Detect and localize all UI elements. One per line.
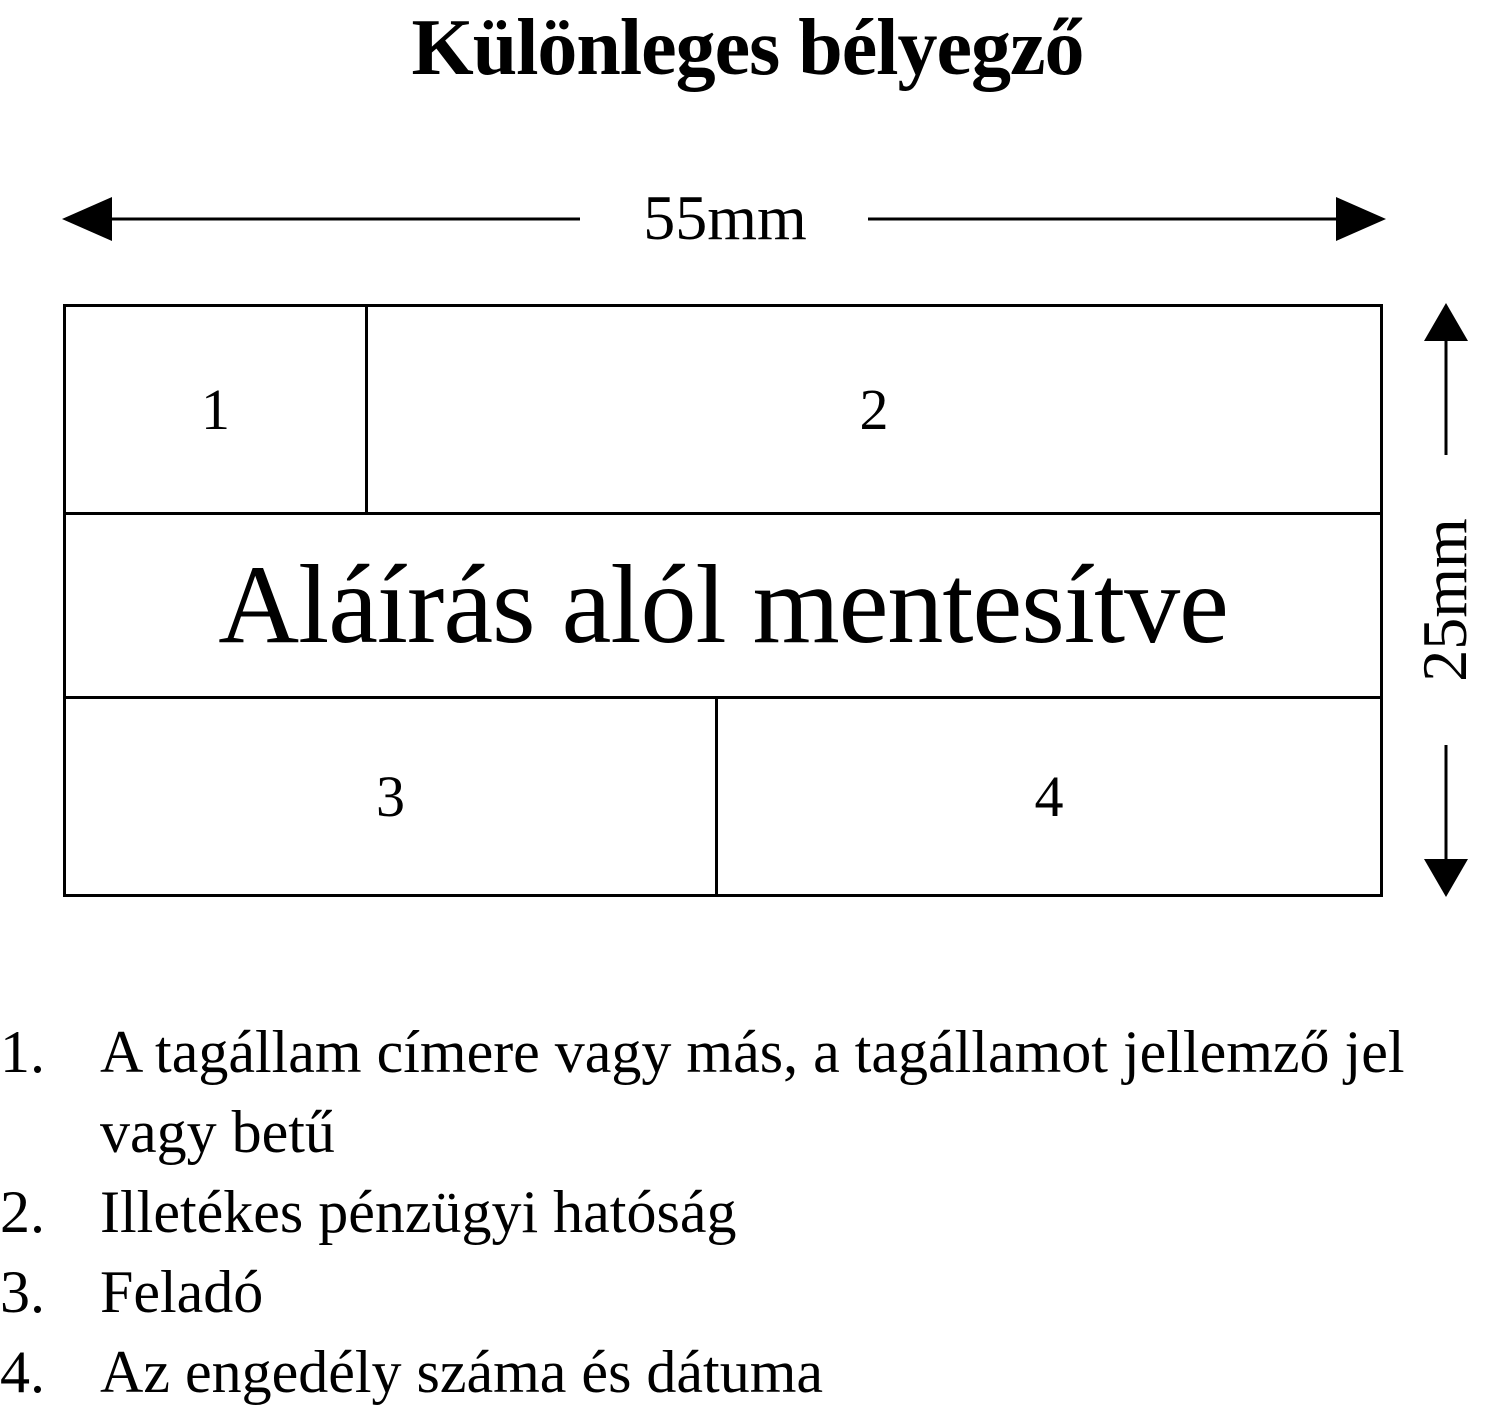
legend-text: Illetékes pénzügyi hatóság bbox=[100, 1179, 737, 1245]
legend-number: 3. bbox=[0, 1259, 45, 1325]
legend-item bbox=[0, 1012, 1495, 1172]
stamp-top-row bbox=[66, 307, 1380, 515]
legend-list bbox=[0, 1012, 1495, 1412]
width-arrow-left-head bbox=[62, 197, 112, 241]
stamp-cell-3: 3 bbox=[66, 699, 718, 894]
legend-item bbox=[0, 1252, 1495, 1332]
width-arrow-right-head bbox=[1336, 197, 1386, 241]
height-arrow-bottom-head bbox=[1424, 859, 1468, 897]
stamp-cell-1: 1 bbox=[66, 307, 368, 512]
stamp-middle-row bbox=[66, 515, 1380, 699]
height-dimension-label: 25mm bbox=[1409, 518, 1480, 682]
width-dimension-label: 55mm bbox=[643, 182, 807, 253]
legend-number: 2. bbox=[0, 1179, 45, 1245]
legend-item bbox=[0, 1332, 1495, 1412]
diagram-title: Különleges bélyegző bbox=[411, 4, 1084, 92]
stamp-layout bbox=[63, 304, 1383, 897]
legend-text: Feladó bbox=[100, 1259, 264, 1325]
legend-text: Az engedély száma és dátuma bbox=[100, 1339, 824, 1405]
signature-exemption-text: Aláírás alól mentesítve bbox=[218, 543, 1228, 667]
legend-item bbox=[0, 1172, 1495, 1252]
stamp-cell-2: 2 bbox=[859, 377, 889, 442]
legend-text: A tagállam címere vagy más, a tagállamot jellemző jel vagy betű bbox=[100, 1019, 1405, 1165]
legend-number: 4. bbox=[0, 1339, 45, 1405]
stamp-cell-4: 4 bbox=[1034, 764, 1064, 829]
stamp-bottom-row bbox=[66, 699, 1380, 894]
height-arrow-top-head bbox=[1424, 303, 1468, 341]
legend-number: 1. bbox=[0, 1019, 45, 1085]
